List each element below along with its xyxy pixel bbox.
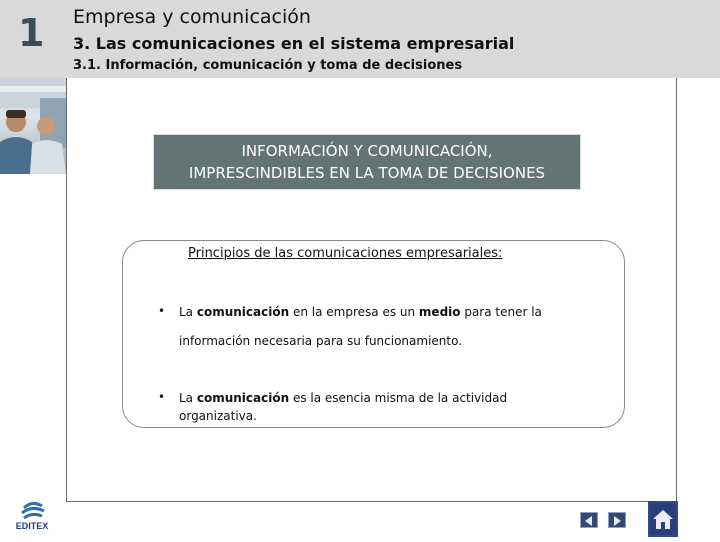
- header-photo: [0, 78, 66, 174]
- arrow-left-icon: [581, 514, 597, 528]
- next-button[interactable]: [608, 512, 626, 528]
- text-segment: en la empresa es un: [289, 305, 419, 319]
- header-bar: [0, 0, 720, 78]
- principle-2-line-2: organizativa.: [179, 409, 257, 423]
- bullet-1: •: [158, 304, 166, 318]
- principle-1-line-2: información necesaria para su funcionamiento.: [179, 334, 463, 348]
- people-photo-illustration: [0, 78, 66, 174]
- bullet-2: •: [158, 390, 166, 404]
- previous-button[interactable]: [580, 512, 598, 528]
- topic-banner: [153, 134, 581, 190]
- editex-logo: [10, 500, 54, 538]
- arrow-right-icon: [609, 514, 625, 528]
- principle-1-line-1: [179, 303, 542, 321]
- chapter-number: 1: [18, 11, 45, 55]
- bold-term-medio: medio: [418, 305, 461, 319]
- section-title: 3. Las comunicaciones en el sistema empresarial: [73, 34, 515, 53]
- bold-term-comunicacion: comunicación: [196, 391, 290, 405]
- logo-wordmark: EDITEX: [15, 521, 49, 531]
- unit-title: Empresa y comunicación: [73, 6, 311, 28]
- banner-line-2: IMPRESCINDIBLES EN LA TOMA DE DECISIONES: [188, 164, 546, 182]
- text-segment: La: [179, 391, 197, 405]
- text-segment: es la esencia misma de la actividad: [289, 391, 508, 405]
- home-icon: [650, 503, 676, 535]
- banner-line-1: INFORMACIÓN Y COMUNICACIÓN,: [241, 142, 493, 160]
- home-button[interactable]: [648, 501, 678, 537]
- text-segment: La: [179, 305, 197, 319]
- subsection-title: 3.1. Información, comunicación y toma de decisiones: [73, 58, 463, 73]
- principle-2-line-1: [179, 389, 507, 407]
- bold-term-comunicacion: comunicación: [196, 305, 290, 319]
- text-segment: para tener la: [460, 305, 542, 319]
- principles-title: Principios de las comunicaciones empresariales:: [188, 246, 503, 261]
- editex-logo-icon: [10, 500, 54, 538]
